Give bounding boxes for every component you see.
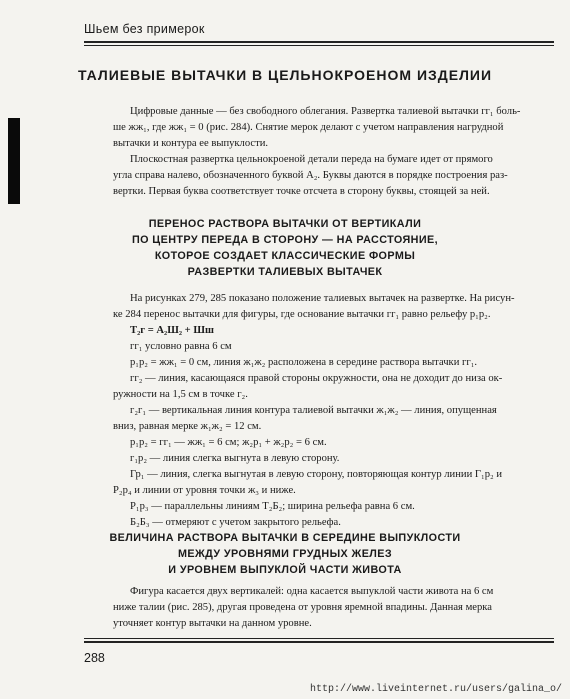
text-line: г₁р₂ — линия слегка выгнута в левую сторону.	[130, 453, 340, 464]
heading-line: И УРОВНЕМ ВЫПУКЛОЙ ЧАСТИ ЖИВОТА	[168, 564, 402, 576]
heading-line: ПО ЦЕНТРУ ПЕРЕДА В СТОРОНУ — НА РАССТОЯНИЕ,	[131, 234, 439, 246]
text-line: ше жж₁, где жж₁ = 0 (рис. 284). Снятие мерок делают с учетом направления нагрудной	[113, 122, 504, 133]
text-line: ниже талии (рис. 285), другая проведена от уровня яремной впадины. Данная мерка	[113, 602, 492, 613]
header-rule-thick	[84, 41, 554, 43]
text-line: На рисунках 279, 285 показано положение талиевых вытачек на развертке. На рисун-	[130, 293, 515, 304]
text-line: гг₁ условно равна 6 см	[130, 341, 232, 352]
heading-line: РАЗВЕРТКИ ТАЛИЕВЫХ ВЫТАЧЕК	[187, 266, 383, 278]
text-line: Плоскостная развертка цельнокроеной детали переда на бумаге идет от прямого	[130, 154, 493, 165]
heading-line: ПЕРЕНОС РАСТВОРА ВЫТАЧКИ ОТ ВЕРТИКАЛИ	[148, 218, 422, 230]
heading-line: ВЕЛИЧИНА РАСТВОРА ВЫТАЧКИ В СЕРЕДИНЕ ВЫПУКЛОСТИ	[109, 532, 461, 544]
text-line: гг₂ — линия, касающаяся правой стороны окружности, она не доходит до низа ок-	[130, 373, 503, 384]
text-line: Фигура касается двух вертикалей: одна касается выпуклой части живота на 6 см	[130, 586, 494, 597]
section-transfer-text	[113, 291, 543, 531]
page-number: 288	[84, 651, 105, 665]
section-magnitude-text	[113, 584, 543, 632]
footer-rule-thin	[84, 638, 554, 639]
text-line: уточняет контур вытачки на данном уровне.	[113, 618, 312, 629]
text-line: ке 284 перенос вытачки для фигуры, где основание вытачки гг₁ равно рельефу р₁р₂.	[113, 309, 491, 320]
text-line: Р₁р₃ — параллельны линиям Т₂Б₂; ширина рельефа равна 6 см.	[130, 501, 415, 512]
footer-rule-thick	[84, 641, 554, 643]
source-url[interactable]: http://www.liveinternet.ru/users/galina_o/	[310, 684, 563, 695]
text-line: р₁р₂ = гг₁ — жж₁ = 6 см; ж₂р₁ + ж₂р₂ = 6 см.	[130, 437, 327, 448]
formula-line: Т₂г = А₂Ш₂ + Шш	[130, 325, 214, 336]
text-line: р₁р₂ = жж₁ = 0 см, линия ж₁ж₂ расположена в середине раствора вытачки гг₁.	[130, 357, 478, 368]
heading-line: МЕЖДУ УРОВНЯМИ ГРУДНЫХ ЖЕЛЕЗ	[177, 548, 393, 560]
heading-line: КОТОРОЕ СОЗДАЕТ КЛАССИЧЕСКИЕ ФОРМЫ	[154, 250, 416, 262]
text-line: ружности на 1,5 см в точке г₂.	[113, 389, 248, 400]
text-line: Б₂Б₃ — отмеряют с учетом закрытого рельефа.	[130, 517, 341, 528]
text-line: вниз, равная мерке ж₁ж₂ = 12 см.	[113, 421, 262, 432]
running-title: Шьем без примерок	[84, 22, 205, 36]
scan-margin-mark	[8, 118, 20, 204]
text-line: Гр₁ — линия, слегка выгнутая в левую сторону, повторяющая контур линии Г₁р₂ и	[130, 469, 503, 480]
header-rule-thin	[84, 45, 554, 46]
text-line: вертки. Первая буква соответствует точке отсчета в сторону буквы, стоящей за ней.	[113, 186, 490, 197]
text-line: Цифровые данные — без свободного облегания. Развертка талиевой вытачки гг₁ боль-	[130, 106, 521, 117]
section-heading-magnitude	[0, 530, 570, 578]
section-heading-transfer	[0, 216, 570, 280]
text-line: вытачки и контура ее выпуклости.	[113, 138, 269, 149]
text-line: Р₂р₄ и линии от уровня точки ж₃ и ниже.	[113, 485, 296, 496]
chapter-title: ТАЛИЕВЫЕ ВЫТАЧКИ В ЦЕЛЬНОКРОЕНОМ ИЗДЕЛИИ	[77, 67, 493, 83]
text-line: г₂г₁ — вертикальная линия контура талиевой вытачки ж₁ж₂ — линия, опущенная	[130, 405, 497, 416]
intro-text	[113, 104, 543, 200]
text-line: угла справа налево, обозначенного буквой А₂. Буквы даются в порядке построения раз-	[113, 170, 508, 181]
